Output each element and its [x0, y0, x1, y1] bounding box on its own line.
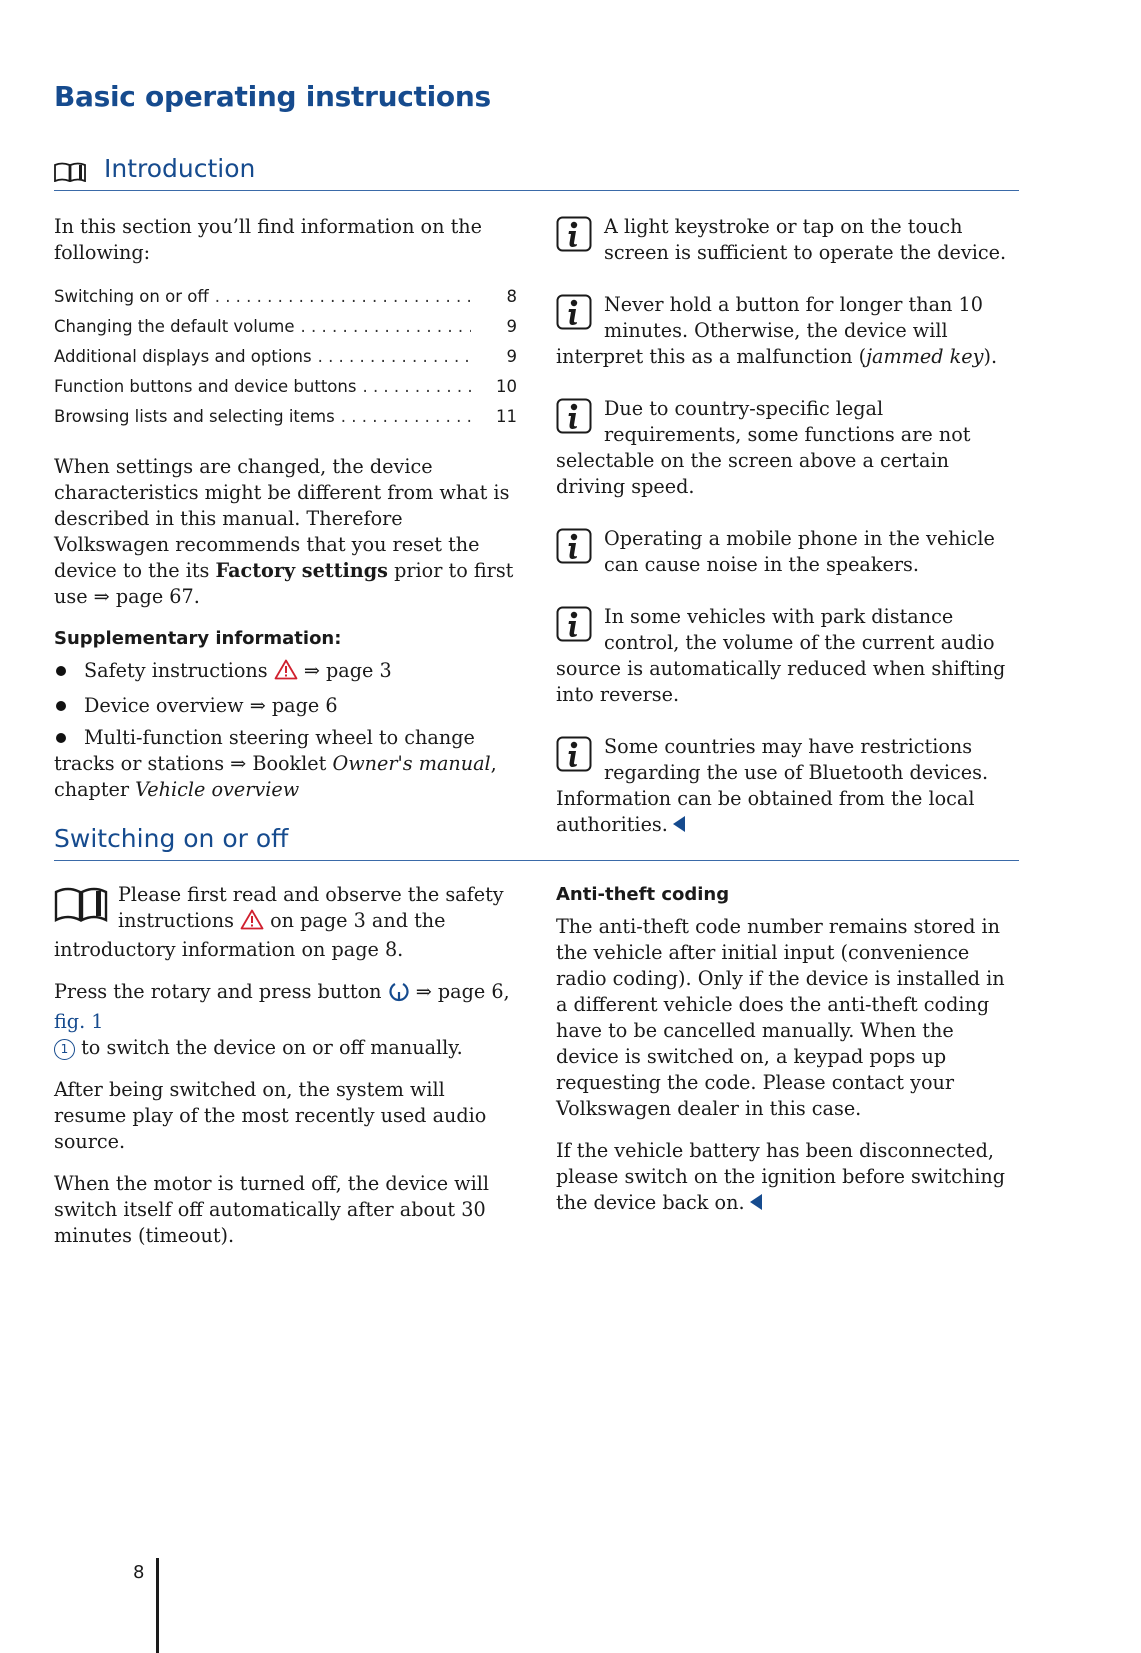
intro-lead: In this section you’ll find information on the following:: [54, 215, 482, 264]
resume-paragraph: After being switched on, the system will resume play of the most recently used audio source.: [54, 1078, 487, 1153]
toc-item[interactable]: Switching on or off . . . 8: [54, 282, 517, 312]
info-icon: [556, 606, 592, 642]
info-note: In some vehicles with park distance control, the volume of the current audio source is automatically reduced when shifting into reverse.: [556, 605, 1006, 706]
warning-triangle-icon: [274, 659, 298, 687]
motor-paragraph: When the motor is turned off, the device will switch itself off automatically after about 30 minutes (timeout).: [54, 1172, 489, 1247]
battery-paragraph: If the vehicle battery has been disconnected, please switch on the ignition before switching the device back on.: [556, 1138, 1019, 1218]
settings-paragraph: When settings are changed, the device characteristics might be different from what is described in this manual. Therefore Volkswagen recommends that you reset the device to the its Factory settings prior to first use ⇒ page 67.: [54, 455, 514, 608]
warning-triangle-icon: [240, 909, 264, 937]
callout-number: 1: [54, 1039, 75, 1060]
section-heading-switching: [54, 822, 1019, 861]
intro-left-column: [54, 214, 517, 809]
info-note: Never hold a button for longer than 10 minutes. Otherwise, the device will interpret this as a malfunction (jammed key).: [556, 293, 998, 368]
info-note: A light keystroke or tap on the touch screen is sufficient to operate the device.: [556, 214, 1019, 266]
supplementary-list: [54, 658, 517, 803]
anti-theft-heading: Anti-theft coding: [556, 884, 730, 905]
figure-link[interactable]: fig. 1: [54, 1010, 104, 1033]
info-icon: [556, 528, 592, 564]
read-first-note: Please first read and observe the safety instructions on page 3 and the introductory information on page 8.: [54, 883, 504, 961]
list-item: Device overview ⇒ page 6: [54, 693, 517, 719]
bullet-icon: [56, 733, 66, 743]
toc-item[interactable]: Additional displays and options . . . 9: [54, 342, 517, 372]
info-note: Some countries may have restrictions regarding the use of Bluetooth devices. Information can be obtained from the local authorities.: [556, 734, 1019, 840]
supplementary-heading: Supplementary information:: [54, 628, 342, 649]
info-note: Due to country-specific legal requirements, some functions are not selectable on the screen above a certain driving speed.: [556, 397, 971, 498]
press-button-paragraph: Press the rotary and press button ⇒ page 6, fig. 1 1 to switch the device on or off manually.: [54, 980, 510, 1059]
toc-item[interactable]: Changing the default volume . . . 9: [54, 312, 517, 342]
toc-list: [54, 282, 517, 432]
toc-item[interactable]: Function buttons and device buttons . . . 10: [54, 372, 517, 402]
info-note: Operating a mobile phone in the vehicle can cause noise in the speakers.: [556, 526, 1019, 578]
bullet-icon: [56, 666, 66, 676]
anti-theft-paragraph: The anti-theft code number remains stored in the vehicle after initial input (convenience radio coding). Only if the device is installed in a different vehicle does the anti-theft coding have to be cancelled manually. When the device is switched on, a keypad pops up requesting the code. Please contact your Volkswagen dealer in this case.: [556, 915, 1005, 1120]
info-icon: [556, 398, 592, 434]
section-title: Introduction: [104, 154, 256, 183]
section-end-icon: [749, 1192, 763, 1218]
power-button-icon: [388, 980, 410, 1009]
section-heading-introduction: [54, 152, 1019, 191]
section-title: Switching on or off: [54, 824, 289, 853]
info-icon: [556, 736, 592, 772]
book-icon: [54, 886, 108, 922]
list-item: Multi-function steering wheel to change tracks or stations ⇒ Booklet Owner's manual, chapter Vehicle overview: [54, 726, 497, 801]
info-icon: [556, 294, 592, 330]
list-item: Safety instructions ⇒ page 3: [54, 658, 517, 687]
page-margin-rule: [156, 1558, 159, 1653]
page-number: 8: [133, 1562, 145, 1583]
switching-right-column: [556, 882, 1019, 1234]
book-icon: [54, 162, 86, 187]
switching-left-column: [54, 882, 517, 1265]
info-icon: [556, 216, 592, 252]
toc-item[interactable]: Browsing lists and selecting items . . . 11: [54, 402, 517, 432]
intro-right-column: [556, 214, 1019, 866]
bullet-icon: [56, 701, 66, 711]
chapter-title: Basic operating instructions: [54, 80, 491, 113]
